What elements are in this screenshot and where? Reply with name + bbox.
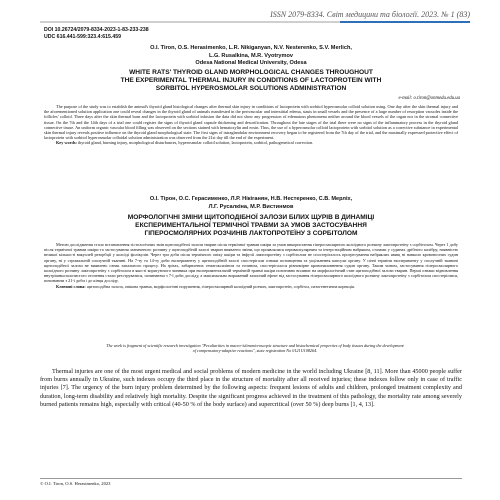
ukrainian-authors-line-2: Л.Г. Русалкіна, М.Р. Вистинмов: [208, 203, 294, 210]
english-keywords: [44, 140, 458, 145]
header-rule-grey: [40, 21, 340, 23]
english-title: [40, 69, 462, 93]
ukrainian-authors-line-1: О.І. Тірон, О.С. Герасименко, Л.Р. Нікіганян, Н.В. Нестеренко, С.В. Мерліх,: [149, 196, 353, 202]
english-keywords-text: thyroid gland, burning injury, morphological disturbances, hyperosmolar colloid solution, lactoprotein, sorbitol, pathogenetical correction.: [77, 140, 314, 146]
journal-header: [40, 10, 470, 24]
english-keywords-label: Key words:: [56, 140, 77, 146]
doi-line: DOI 10.26724/2079-8334-2023-1-83-233-238: [44, 27, 149, 33]
english-title-line-1: WHITE RATS' THYROID GLAND MORPHOLOGICAL CHANGES THROUGHOUT: [129, 69, 373, 76]
introduction-paragraph-1: Thermal injuries are one of the most urgent medical and social problems of modern medicine in the world including Ukraine [8, 11]. More than 45000 people suffer from burns annually in Ukraine, such indexes occupy the third place in the structure of mortality after all received injuries; these indexes follow only in case of traffic injuries [7]. The urgency of the burn injury problem determined by the following aspects: frequent lesions of adults and children, prolonged treatment complexity and duration, long-term disability and relatively high mortality. Despite the significant progress achieved in the treatment of this pathology, the mortality rate among severely burned patients remains high, especially with critical (40-50 % of the body surface) and supercritical (over 50 %) deep burns [1, 4, 13].: [40, 368, 462, 408]
ukrainian-keywords-label: Ключові слова:: [56, 283, 86, 289]
udc-line: UDC 616.441-599:323.4:615.459: [44, 34, 122, 40]
ukrainian-authors: [40, 196, 462, 211]
ukrainian-keywords-text: щитоподібна залоза, опікова травма, морфологічні порушення, гіперосмолярний колоїдний розчин, лактопротеїн, сорбітол, патогенетична корекція.: [86, 283, 355, 289]
english-title-line-3: SORBITOL HYPEROSMOLAR SOLUTIONS ADMINISTRATION: [155, 85, 347, 92]
ukrainian-keywords: [44, 284, 458, 289]
ukrainian-title-line-3: ГІПЕРОСМОЛЯРНИХ РОЗЧИНІВ ЛАКТОПРОТЕЇНУ З СОРБІТОЛОМ: [144, 230, 358, 237]
english-authors-line-1: O.I. Tiron, O.S. Herasimenko, L.R. Nikiganyan, N.V. Nesterenko, S.V. Merlich,: [150, 45, 352, 51]
english-title-line-2: THE EXPERIMENTAL THERMAL INJURY IN CONDITIONS OF LACTOPROTEIN WITH: [120, 77, 382, 84]
journal-issn-line: ISSN 2079-8334. Світ медицини та біології. 2023. № 1 (83): [270, 10, 470, 19]
english-affiliation: Odesa National Medical University, Odesa: [195, 60, 307, 66]
corresponding-email: e-mail: o.tiron@onmedu.edu.ua: [398, 96, 460, 101]
ukrainian-title-line-2: ЕКСПЕРИМЕНТАЛЬНОЇ ТЕРМІЧНОЇ ТРАВМИ ЗА УМОВ ЗАСТОСУВАННЯ: [135, 222, 367, 229]
ukrainian-title-line-1: МОРФОЛОГІЧНІ ЗМІНИ ЩИТОПОДІБНОЇ ЗАЛОЗИ БІЛИХ ЩУРІВ В ДИНАМІЦІ: [127, 214, 375, 221]
article-identifiers: [44, 27, 149, 41]
english-abstract-text: The purpose of the study was to establish the animal's thyroid gland histological changes after thermal skin injury in conditions of lactoprotein with sorbitol hyperosmolar colloid solution using. One day after the skin thermal injury and the aforementioned solution application one could reveal changes in the thyroid gland of animals manifested in the perivascular and interstitial edema, stasis in small vessels and the presence of a large number of resorption vacuoles inside the follicles' colloid. Three days after the skin thermal burn and the lactoprotein with sorbitol infusion the data did not show any progression of edematous phenomena neither around the blood vessels of the organ nor in the stromal connective tissue. On the 7th and the 14th days of a trial one could register the signs of thyroid gland capsule thickening and desorification. Throughout the late stages of the trial there were no signs of the inflammatory process in the thyroid gland connective tissue. An uniform organic vascular blood filling was observed on the sections stained with hematoxylin and eosin. Thus, the use of a hyperosmolar colloid lactoprotein with sorbitol solution as a corrective substance in experimental skin thermal injury reveals positive influence on the thyroid gland morphological state. The first signs of intraglandular environment recovery began to be registered from the 7th day of the trial, and the maximally expressed protective effect of lactoprotein with sorbitol hyperosmolar colloidal solution administration was observed from the 21st day till the end of the experiment.: [44, 104, 458, 141]
introduction-text: [40, 368, 462, 409]
ukrainian-abstract-text: Метою дослідження стало встановлення гістологічних змін щитоподібної залози тварин після термічної травми шкіри за умов використання гіперосмолярного колоїдного розчину лактопротеїну з сорбітолом. Через 1 добу після термічної травми шкіри та застосування зазначеного розчину у щитоподібній залозі тварин виявлено зміни, що проявлялися периваскулярним та інтерстиційним набряком, стазами у судинах дрібного калібру, наявністю великої кількості вакуолей резорбції у колоїді фолікулів. Через три доби після термічного опіку шкіри та інфузії лактопротеїну з сорбітолом не спостерігалось прогресування набряклих явищ ні навколо кровоносних судин органу, ні у стромальній сполучній тканині. На 7-ту та 14-ту доби експерименту у щитоподібній залозі спостерігали ознаки потовщення та ущільнення капсули органу. У пізні терміни експерименту у сполучній тканині щитоподібної залози не виявлено ознак запального процесу. На зрізах, забарвлених гематоксиліном та еозином, спостерігалося рівномірне кровонаповнення судин органу. Таким чином, застосування гіперосмолярного колоїдного розчину лактопротеїну з сорбітолом в якості коригуючого чинника при експериментальній термічній травмі шкіри позитивно впливає на морфологічний стан щитоподібної залози тварин. Перші ознаки відновлення внутрішньозалозистого оточення стали реєструватися, починаючи з 7-ї доби досліду, а максимально виражений захисний ефект від застосування гіперосмолярного колоїдного розчину лактопротеїну з сорбітолом спостерігався, починаючи з 21-ї доби і до кінця досліду.: [44, 242, 458, 284]
ukrainian-title: [40, 214, 462, 238]
header-rule-blue: [340, 21, 470, 23]
english-authors-line-2: L.G. Rusalkina, M.R. Vyotrymov: [208, 52, 294, 59]
english-abstract: [44, 104, 458, 146]
footer-rule: [40, 478, 462, 479]
copyright-line: © O.I. Tiron, O.S. Herasimenko, 2023: [40, 480, 111, 486]
research-reference-note: The work is fragment of scientific research investigation "Peculiarities in macro-/ultramicroscopic structure and histochemical properties of body tissues during the development of compensatory-adaptive reactions", state registration No 0121U108264.: [106, 343, 404, 354]
page-footer: [40, 478, 462, 486]
ukrainian-abstract: [44, 242, 458, 289]
english-authors: [40, 45, 462, 68]
